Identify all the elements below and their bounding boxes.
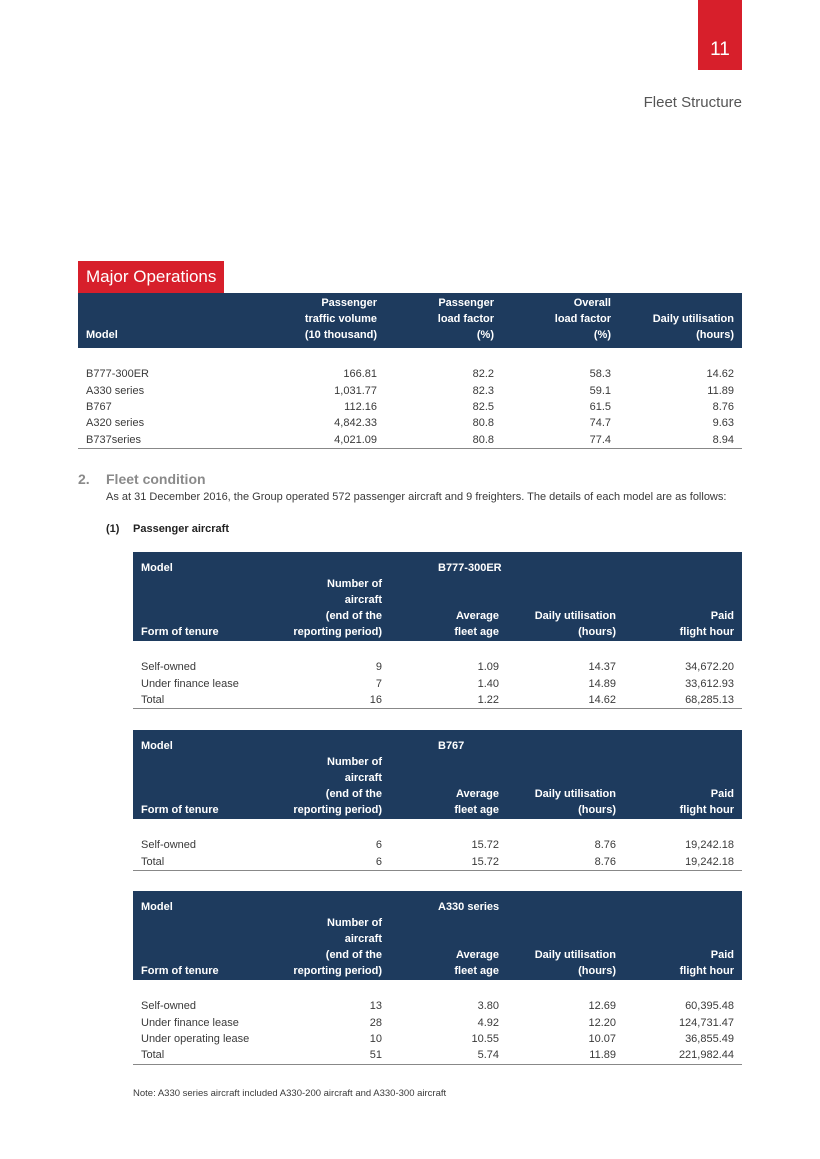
model-name: B777-300ER — [258, 552, 742, 576]
page-number: 11 — [710, 39, 730, 60]
passenger-aircraft-subheading: (1) Passenger aircraft — [106, 523, 229, 535]
table-cell: 15.72 — [471, 839, 499, 852]
table-cell: 19,242.18 — [624, 853, 742, 870]
table-cell: 28 — [369, 1016, 382, 1029]
header-tenure: Form of tenure — [133, 754, 258, 819]
model-label: Model — [133, 730, 258, 754]
table-cell: 1.22 — [390, 692, 507, 709]
model-label: Model — [133, 891, 258, 915]
table-cell: 12.69 — [588, 1000, 616, 1013]
table-row — [133, 1047, 742, 1064]
table-cell: B767 — [86, 400, 112, 413]
header-tenure: Form of tenure — [133, 576, 258, 641]
header-age: Average fleet age — [390, 754, 507, 819]
table-row — [78, 432, 742, 449]
major-operations-table — [78, 293, 742, 449]
header-paid: Paid flight hour — [624, 915, 742, 980]
table-row — [133, 1031, 742, 1047]
table-row — [78, 399, 742, 415]
major-header-daily-utilisation: Daily utilisation (hours) — [619, 293, 742, 348]
table-cell: 9 — [375, 661, 382, 674]
table-cell: A330 series — [86, 384, 145, 397]
table-cell: 124,731.47 — [678, 1016, 734, 1029]
table-cell: 82.2 — [472, 368, 494, 381]
table-cell: 4.92 — [477, 1016, 499, 1029]
header-util: Daily utilisation (hours) — [507, 576, 624, 641]
table-row — [133, 998, 742, 1014]
table-cell: 33,612.93 — [685, 677, 734, 690]
table-cell: 6 — [375, 839, 382, 852]
header-paid: Paid flight hour — [624, 754, 742, 819]
table-cell: Total — [133, 1047, 258, 1064]
major-header-passenger-load: Passenger load factor (%) — [385, 293, 502, 348]
header-age: Average fleet age — [390, 915, 507, 980]
table-cell: 51 — [258, 1047, 390, 1064]
table-cell: 1.40 — [477, 677, 499, 690]
table-cell: 11.89 — [707, 384, 734, 397]
table-cell: 4,842.33 — [334, 417, 377, 430]
table-cell: 6 — [258, 853, 390, 870]
table-cell: 36,855.49 — [685, 1032, 734, 1045]
table-cell: 11.89 — [507, 1047, 624, 1064]
table-cell: 1.09 — [477, 661, 499, 674]
header-tenure: Form of tenure — [133, 915, 258, 980]
table-cell: Under finance lease — [141, 1016, 239, 1029]
footnote: Note: A330 series aircraft included A330-200 aircraft and A330-300 aircraft — [133, 1088, 447, 1099]
fleet-table-0 — [133, 552, 742, 709]
table-cell: 13 — [369, 1000, 382, 1013]
table-cell: 14.89 — [588, 677, 616, 690]
table-cell: 74.7 — [589, 417, 611, 430]
table-cell: 15.72 — [390, 853, 507, 870]
header-paid: Paid flight hour — [624, 576, 742, 641]
table-cell: 112.16 — [344, 400, 377, 413]
table-cell: Self-owned — [141, 661, 197, 674]
page-number-tab — [698, 0, 742, 70]
table-cell: 16 — [258, 692, 390, 709]
table-cell: 10.55 — [471, 1032, 499, 1045]
section-title: Fleet Structure — [643, 94, 742, 111]
table-cell: 82.3 — [472, 384, 494, 397]
table-row — [133, 853, 742, 870]
header-number: Number of aircraft (end of the reporting period) — [258, 915, 390, 980]
major-operations-title: Major Operations — [78, 261, 224, 293]
table-cell: 80.8 — [385, 432, 502, 449]
table-cell: 77.4 — [502, 432, 619, 449]
table-row — [133, 1014, 742, 1030]
fleet-table-1 — [133, 730, 742, 871]
table-row — [133, 837, 742, 853]
header-util: Daily utilisation (hours) — [507, 915, 624, 980]
major-header-model: Model — [78, 293, 218, 348]
fleet-table-2 — [133, 891, 742, 1065]
table-cell: 59.1 — [589, 384, 611, 397]
table-row — [78, 415, 742, 431]
table-cell: 61.5 — [589, 400, 611, 413]
table-cell: 60,395.48 — [685, 1000, 734, 1013]
table-cell: 8.76 — [594, 839, 616, 852]
model-name: A330 series — [258, 891, 742, 915]
table-cell: Self-owned — [141, 1000, 197, 1013]
table-cell: B737series — [78, 432, 218, 449]
major-header-traffic: Passenger traffic volume (10 thousand) — [218, 293, 385, 348]
fleet-intro-text: As at 31 December 2016, the Group operated 572 passenger aircraft and 9 freighters. The details of each model are as follows: — [106, 491, 727, 503]
major-header-overall-load: Overall load factor (%) — [502, 293, 619, 348]
table-cell: 68,285.13 — [624, 692, 742, 709]
table-cell: 58.3 — [589, 368, 611, 381]
table-cell: 7 — [375, 677, 382, 690]
table-cell: Under operating lease — [141, 1032, 250, 1045]
table-cell: 1,031.77 — [334, 384, 377, 397]
table-cell: 14.37 — [588, 661, 616, 674]
table-cell: 19,242.18 — [685, 839, 734, 852]
table-cell: 8.94 — [619, 432, 742, 449]
header-age: Average fleet age — [390, 576, 507, 641]
fleet-condition-heading: 2. Fleet condition — [78, 471, 206, 487]
model-name: B767 — [258, 730, 742, 754]
table-cell: A320 series — [86, 417, 145, 430]
table-cell: 80.8 — [472, 417, 494, 430]
table-row — [133, 659, 742, 675]
table-cell: Under finance lease — [141, 677, 239, 690]
table-cell: 221,982.44 — [624, 1047, 742, 1064]
table-cell: 8.76 — [712, 400, 734, 413]
table-cell: 12.20 — [588, 1016, 616, 1029]
table-row — [78, 366, 742, 382]
table-row — [78, 382, 742, 398]
table-cell: 9.63 — [712, 417, 734, 430]
table-cell: 34,672.20 — [685, 661, 734, 674]
header-util: Daily utilisation (hours) — [507, 754, 624, 819]
table-cell: 82.5 — [472, 400, 494, 413]
table-cell: 166.81 — [343, 368, 377, 381]
table-cell: 10.07 — [588, 1032, 616, 1045]
table-cell: 10 — [369, 1032, 382, 1045]
table-cell: 5.74 — [390, 1047, 507, 1064]
model-label: Model — [133, 552, 258, 576]
table-cell: 8.76 — [507, 853, 624, 870]
table-cell: Total — [133, 692, 258, 709]
table-cell: 14.62 — [507, 692, 624, 709]
header-number: Number of aircraft (end of the reporting period) — [258, 576, 390, 641]
table-cell: Total — [133, 853, 258, 870]
table-row — [133, 675, 742, 691]
header-number: Number of aircraft (end of the reporting period) — [258, 754, 390, 819]
table-row — [133, 692, 742, 709]
table-cell: 3.80 — [477, 1000, 499, 1013]
table-cell: Self-owned — [141, 839, 197, 852]
table-cell: 14.62 — [706, 368, 734, 381]
table-cell: B777-300ER — [86, 368, 149, 381]
table-cell: 4,021.09 — [218, 432, 385, 449]
